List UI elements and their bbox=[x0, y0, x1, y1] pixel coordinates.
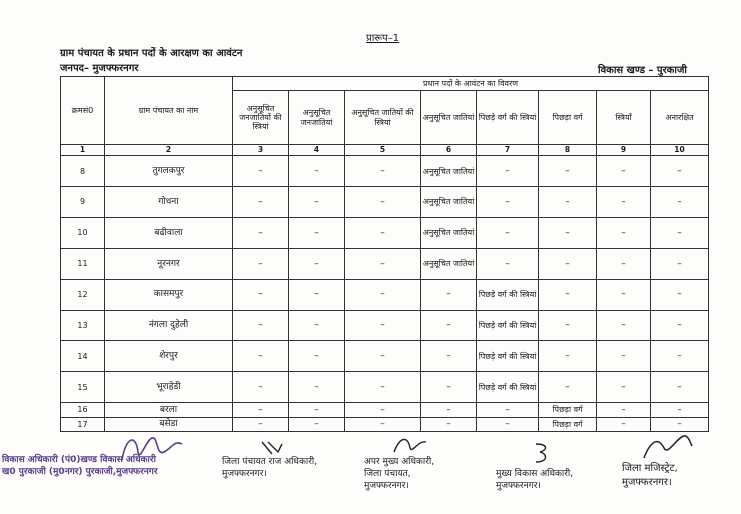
row-cell: – bbox=[597, 217, 651, 248]
signature-dpro-line1: जिला पंचायत राज अधिकारी, bbox=[222, 457, 318, 467]
col-number: 5 bbox=[345, 144, 421, 155]
row-cell: – bbox=[233, 156, 289, 187]
row-cell: – bbox=[289, 187, 345, 218]
signature-scribble-3 bbox=[390, 434, 430, 456]
row-cell: – bbox=[539, 248, 597, 279]
row-cell: – bbox=[597, 372, 651, 403]
row-cell: – bbox=[233, 217, 289, 248]
col-number: 10 bbox=[651, 144, 709, 155]
row-cell: – bbox=[597, 187, 651, 218]
row-cell: – bbox=[289, 341, 345, 372]
row-cell: पिछड़ा वर्ग bbox=[539, 417, 597, 432]
row-cell: – bbox=[477, 248, 539, 279]
signature-amo bbox=[364, 456, 434, 492]
row-serial: 9 bbox=[61, 187, 105, 218]
row-cell: – bbox=[233, 372, 289, 403]
row-cell: – bbox=[597, 310, 651, 341]
header-col-4: अनुसूचित जनजातियां bbox=[289, 91, 345, 144]
row-serial: 13 bbox=[61, 310, 105, 341]
row-cell: – bbox=[651, 403, 709, 417]
signature-bdo-line1: विकास अधिकारी (पं0)खण्ड विकास अधिकारी bbox=[2, 455, 156, 465]
table-row bbox=[61, 372, 709, 403]
header-col-3: अनुसूचित जनजातियों की स्त्रियां bbox=[233, 91, 289, 144]
signature-scribble-4 bbox=[530, 440, 554, 466]
row-village-name: बरला bbox=[105, 403, 233, 417]
table-row bbox=[61, 341, 709, 372]
row-cell: – bbox=[233, 248, 289, 279]
row-cell: पिछड़े वर्ग की स्त्रियां bbox=[477, 372, 539, 403]
col-number: 3 bbox=[233, 144, 289, 155]
signature-bdo bbox=[2, 454, 158, 478]
col-number: 9 bbox=[597, 144, 651, 155]
row-cell: – bbox=[421, 341, 477, 372]
row-cell: पिछड़े वर्ग की स्त्रियां bbox=[477, 279, 539, 310]
row-cell: – bbox=[345, 417, 421, 432]
col-number: 8 bbox=[539, 144, 597, 155]
signature-amo-line3: मुजफ्फरनगर। bbox=[364, 481, 409, 492]
table-row bbox=[61, 156, 709, 187]
row-cell: – bbox=[345, 248, 421, 279]
header-col-10: अनारक्षित bbox=[651, 91, 709, 144]
header-serial: क्रमसं0 bbox=[61, 77, 105, 145]
col-number: 6 bbox=[421, 144, 477, 155]
row-cell: – bbox=[477, 417, 539, 432]
row-cell: – bbox=[289, 156, 345, 187]
row-cell: – bbox=[597, 279, 651, 310]
row-cell: – bbox=[289, 372, 345, 403]
table-row bbox=[61, 403, 709, 417]
row-cell: – bbox=[233, 341, 289, 372]
row-cell: – bbox=[421, 310, 477, 341]
row-cell: – bbox=[651, 156, 709, 187]
row-serial: 8 bbox=[61, 156, 105, 187]
col-number: 1 bbox=[61, 144, 105, 155]
row-cell: – bbox=[651, 341, 709, 372]
row-cell: – bbox=[651, 187, 709, 218]
row-cell: – bbox=[651, 417, 709, 432]
row-cell: – bbox=[345, 217, 421, 248]
table-row bbox=[61, 310, 709, 341]
row-cell: – bbox=[651, 310, 709, 341]
row-cell: – bbox=[477, 217, 539, 248]
header-group: प्रधान पदों के आवंटन का विवरण bbox=[233, 77, 709, 91]
row-cell: – bbox=[539, 156, 597, 187]
signature-dm bbox=[622, 462, 678, 489]
table-row bbox=[61, 217, 709, 248]
row-serial: 10 bbox=[61, 217, 105, 248]
reservation-table bbox=[60, 76, 709, 432]
row-cell: – bbox=[539, 372, 597, 403]
header-col-8: पिछड़ा वर्ग bbox=[539, 91, 597, 144]
signature-scribble-5 bbox=[640, 432, 696, 462]
row-serial: 17 bbox=[61, 417, 105, 432]
row-cell: – bbox=[477, 403, 539, 417]
header-name: ग्राम पंचायत का नाम bbox=[105, 77, 233, 145]
row-serial: 14 bbox=[61, 341, 105, 372]
block-label: विकास खण्ड – पुरकाजी bbox=[598, 65, 687, 76]
row-cell: – bbox=[345, 310, 421, 341]
row-cell: – bbox=[233, 187, 289, 218]
table-row bbox=[61, 417, 709, 432]
signature-dm-line2: मुजफ्फरनगर। bbox=[622, 476, 672, 488]
row-cell: पिछड़ा वर्ग bbox=[539, 403, 597, 417]
row-cell: – bbox=[597, 341, 651, 372]
row-cell: – bbox=[421, 417, 477, 432]
table-row bbox=[61, 248, 709, 279]
row-village-name: कासमपुर bbox=[105, 279, 233, 310]
row-cell: – bbox=[597, 403, 651, 417]
row-cell: – bbox=[233, 310, 289, 341]
row-cell: – bbox=[421, 372, 477, 403]
row-village-name: तुगलकपुर bbox=[105, 156, 233, 187]
row-cell: – bbox=[651, 217, 709, 248]
signature-amo-line2: जिला पंचायत, bbox=[364, 469, 411, 480]
row-cell: – bbox=[597, 156, 651, 187]
row-cell: – bbox=[421, 403, 477, 417]
row-cell: – bbox=[345, 187, 421, 218]
row-cell: – bbox=[233, 279, 289, 310]
row-cell: – bbox=[233, 403, 289, 417]
row-cell: – bbox=[539, 187, 597, 218]
col-number: 4 bbox=[289, 144, 345, 155]
row-cell: – bbox=[289, 279, 345, 310]
signature-block bbox=[0, 432, 741, 514]
header-col-6: अनुसूचित जातियां bbox=[421, 91, 477, 144]
row-cell: – bbox=[651, 279, 709, 310]
row-serial: 15 bbox=[61, 372, 105, 403]
row-cell: – bbox=[289, 248, 345, 279]
form-reference: प्रारूप–1 bbox=[366, 33, 400, 44]
row-village-name: बसेडा bbox=[105, 417, 233, 432]
header-col-5: अनुसूचित जातियों की स्त्रियां bbox=[345, 91, 421, 144]
signature-scribble-2 bbox=[258, 438, 288, 458]
signature-cdo-line1: मुख्य विकास अधिकारी, bbox=[496, 469, 574, 479]
row-cell: – bbox=[345, 279, 421, 310]
row-cell: – bbox=[345, 156, 421, 187]
col-number: 7 bbox=[477, 144, 539, 155]
row-cell: – bbox=[345, 372, 421, 403]
signature-cdo-line2: मुजफ्फरनगर। bbox=[496, 481, 541, 492]
row-serial: 16 bbox=[61, 403, 105, 417]
row-cell: – bbox=[539, 341, 597, 372]
district-label: जनपद– मुजफ्फरनगर bbox=[60, 63, 139, 74]
row-cell: – bbox=[477, 187, 539, 218]
row-cell: – bbox=[289, 217, 345, 248]
row-village-name: नंगला दुहेली bbox=[105, 310, 233, 341]
table-row bbox=[61, 279, 709, 310]
row-village-name: बढीवाला bbox=[105, 217, 233, 248]
header-col-9: स्त्रियाँ bbox=[597, 91, 651, 144]
row-cell: – bbox=[233, 417, 289, 432]
document-title: ग्राम पंचायत के प्रधान पदों के आरक्षण का आवंटन bbox=[60, 48, 243, 59]
row-cell: अनुसूचित जातियां bbox=[421, 248, 477, 279]
signature-bdo-line2: ख0 पुरकाजी (मु0नगर) पुरकाजी,मुजफ्फरनगर bbox=[2, 467, 158, 478]
row-cell: पिछड़े वर्ग की स्त्रियां bbox=[477, 310, 539, 341]
row-cell: अनुसूचित जातियां bbox=[421, 217, 477, 248]
row-village-name: गोधना bbox=[105, 187, 233, 218]
header-col-7: पिछड़े वर्ग की स्त्रियां bbox=[477, 91, 539, 144]
row-cell: – bbox=[539, 279, 597, 310]
table-row bbox=[61, 187, 709, 218]
row-serial: 11 bbox=[61, 248, 105, 279]
signature-dpro-line2: मुजफ्फरनगर। bbox=[222, 469, 267, 480]
row-village-name: भूराहेडी bbox=[105, 372, 233, 403]
row-cell: – bbox=[477, 156, 539, 187]
row-cell: – bbox=[421, 279, 477, 310]
row-cell: – bbox=[345, 341, 421, 372]
row-village-name: नूरनगर bbox=[105, 248, 233, 279]
row-cell: अनुसूचित जातियां bbox=[421, 187, 477, 218]
signature-dm-line1: जिला मजिस्ट्रेट, bbox=[622, 463, 678, 474]
row-serial: 12 bbox=[61, 279, 105, 310]
row-cell: – bbox=[345, 403, 421, 417]
row-cell: – bbox=[597, 248, 651, 279]
row-village-name: शेरपुर bbox=[105, 341, 233, 372]
col-number: 2 bbox=[105, 144, 233, 155]
row-cell: – bbox=[539, 217, 597, 248]
row-cell: – bbox=[289, 403, 345, 417]
row-cell: – bbox=[651, 372, 709, 403]
row-cell: पिछड़े वर्ग की स्त्रियां bbox=[477, 341, 539, 372]
row-cell: – bbox=[651, 248, 709, 279]
row-cell: – bbox=[597, 417, 651, 432]
signature-cdo bbox=[496, 468, 573, 492]
row-cell: अनुसूचित जातियां bbox=[421, 156, 477, 187]
signature-dpro bbox=[222, 456, 317, 480]
signature-amo-line1: अपर मुख्य अधिकारी, bbox=[364, 457, 435, 467]
row-cell: – bbox=[289, 417, 345, 432]
row-cell: – bbox=[539, 310, 597, 341]
row-cell: – bbox=[289, 310, 345, 341]
